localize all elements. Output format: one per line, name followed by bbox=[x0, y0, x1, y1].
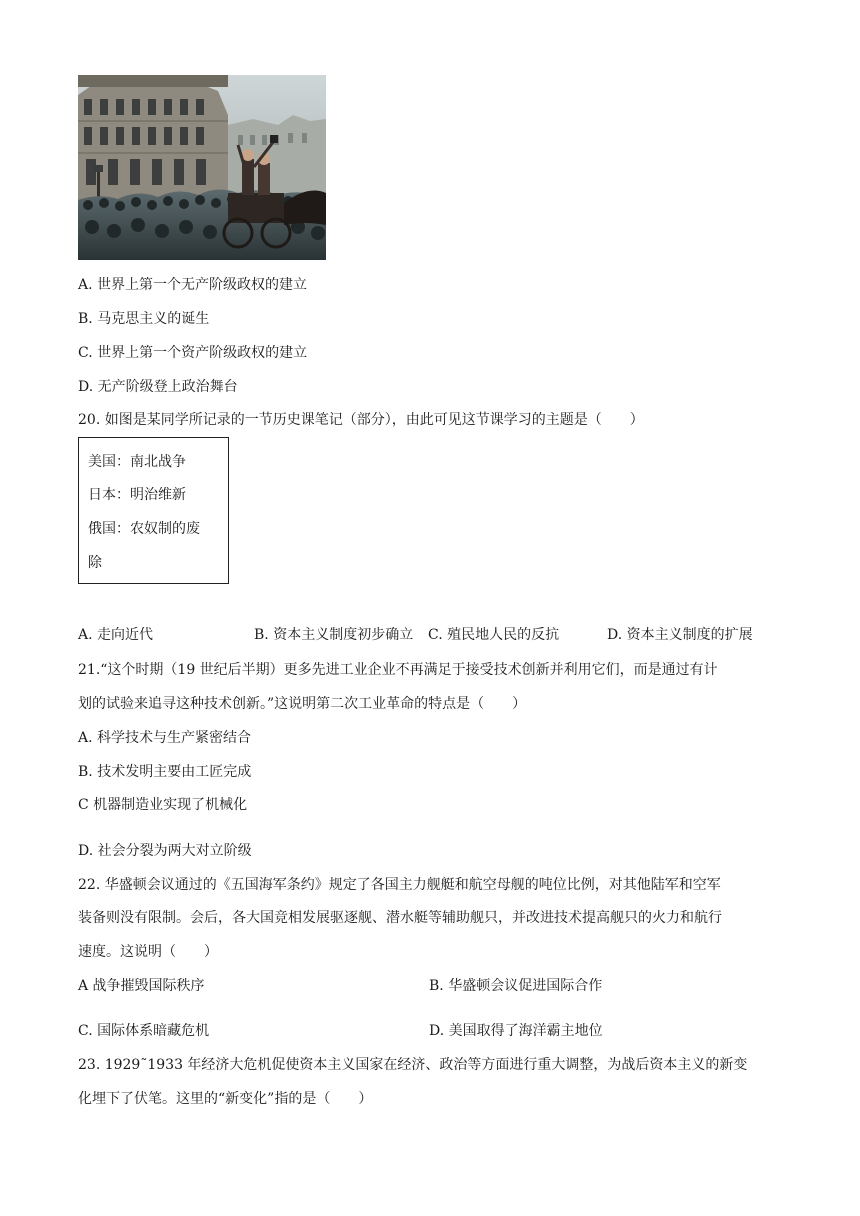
q22-option-d: D. 美国取得了海洋霸主地位 bbox=[429, 1023, 603, 1039]
q23-stem: 23. 1929˜1933 年经济大危机促使资本主义国家在经济、政治等方面进行重大调整，为战后资本主义的新变 bbox=[78, 1057, 748, 1073]
note-line: 除 bbox=[88, 555, 102, 571]
q20-option-c: C. 殖民地人民的反抗 bbox=[428, 627, 560, 643]
note-line: 日本：明治维新 bbox=[88, 487, 186, 503]
q21-option-c: C 机器制造业实现了机械化 bbox=[78, 797, 248, 813]
q22-option-b: B. 华盛顿会议促进国际合作 bbox=[429, 978, 603, 994]
q21-stem: 划的试验来追寻这种技术创新。”这说明第二次工业革命的特点是（ ） bbox=[78, 696, 527, 712]
q20-option-a: A. 走向近代 bbox=[78, 627, 154, 643]
q19-option-a: A. 世界上第一个无产阶级政权的建立 bbox=[78, 277, 308, 293]
q22-stem: 22. 华盛顿会议通过的《五国海军条约》规定了各国主力舰艇和航空母舰的吨位比例，对其他陆军和空军 bbox=[78, 877, 721, 893]
historical-illustration bbox=[78, 75, 326, 260]
q20-stem: 20. 如图是某同学所记录的一节历史课笔记（部分），由此可见这节课学习的主题是（ ） bbox=[78, 412, 644, 428]
q22-stem: 速度。这说明（ ） bbox=[78, 944, 218, 960]
q22-option-c: C. 国际体系暗藏危机 bbox=[78, 1023, 210, 1039]
q19-option-b: B. 马克思主义的诞生 bbox=[78, 311, 210, 327]
q19-option-c: C. 世界上第一个资产阶级政权的建立 bbox=[78, 345, 308, 361]
q19-option-d: D. 无产阶级登上政治舞台 bbox=[78, 379, 238, 395]
q20-option-d: D. 资本主义制度的扩展 bbox=[607, 627, 753, 643]
q21-option-b: B. 技术发明主要由工匠完成 bbox=[78, 764, 252, 780]
note-line: 俄国：农奴制的废 bbox=[88, 521, 200, 537]
q23-stem: 化埋下了伏笔。这里的“新变化”指的是（ ） bbox=[78, 1091, 373, 1107]
q21-stem: 21.“这个时期（19 世纪后半期）更多先进工业企业不再满足于接受技术创新并利用它们，而是通过有计 bbox=[78, 662, 718, 678]
q22-option-a: A 战争摧毁国际秩序 bbox=[78, 978, 205, 994]
note-line: 美国：南北战争 bbox=[88, 454, 186, 470]
class-notes-box bbox=[78, 437, 229, 584]
q20-option-b: B. 资本主义制度初步确立 bbox=[254, 627, 414, 643]
q22-stem: 装备则没有限制。会后，各大国竞相发展驱逐舰、潜水艇等辅助舰只，并改进技术提高舰只的火力和航行 bbox=[78, 910, 722, 926]
q21-option-a: A. 科学技术与生产紧密结合 bbox=[78, 730, 252, 746]
q21-option-d: D. 社会分裂为两大对立阶级 bbox=[78, 843, 252, 859]
